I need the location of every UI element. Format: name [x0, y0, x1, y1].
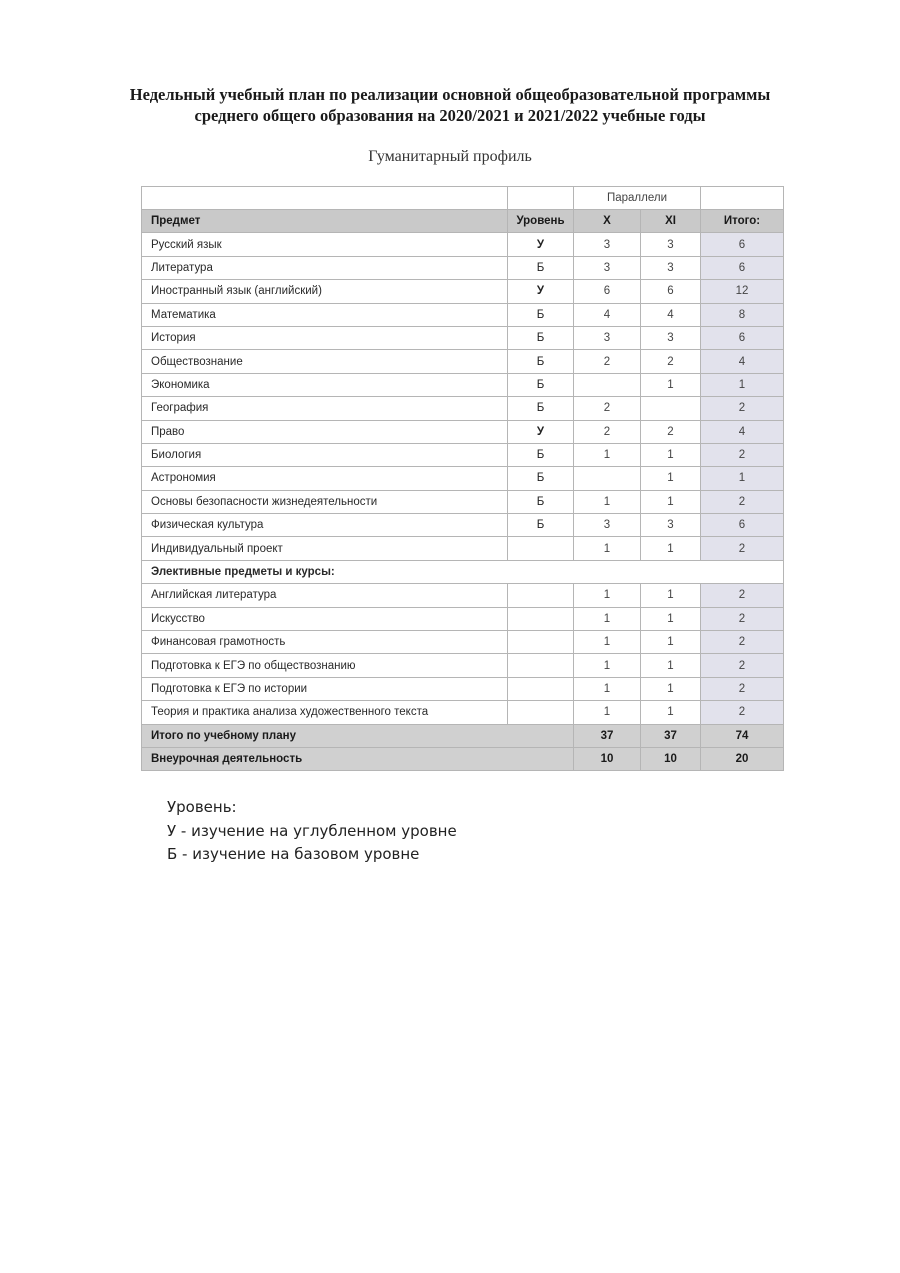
subject-level: Б	[508, 443, 574, 466]
subject-name: История	[142, 326, 508, 349]
hours-total: 2	[701, 584, 784, 607]
hours-grade-xi: 1	[641, 631, 701, 654]
hours-grade-xi: 1	[641, 701, 701, 724]
subject-row	[142, 397, 784, 420]
hours-total: 4	[701, 420, 784, 443]
legend-title: Уровень:	[167, 798, 237, 816]
elective-row	[142, 584, 784, 607]
subject-row	[142, 280, 784, 303]
hours-grade-x: 1	[574, 631, 641, 654]
elective-level	[508, 631, 574, 654]
profile-subtitle: Гуманитарный профиль	[368, 148, 532, 165]
hours-grade-xi: 1	[641, 654, 701, 677]
hours-grade-xi	[641, 397, 701, 420]
hours-grade-xi: 2	[641, 350, 701, 373]
hours-grade-xi: 2	[641, 420, 701, 443]
subject-name: Литература	[142, 256, 508, 279]
hours-total: 1	[701, 373, 784, 396]
hours-grade-x	[574, 467, 641, 490]
elective-row	[142, 677, 784, 700]
elective-name: Теория и практика анализа художественного текста	[142, 701, 508, 724]
subject-row	[142, 350, 784, 373]
elective-name: Английская литература	[142, 584, 508, 607]
subject-name: Иностранный язык (английский)	[142, 280, 508, 303]
elective-row	[142, 631, 784, 654]
hours-total: 6	[701, 233, 784, 256]
hours-grade-xi: 1	[641, 490, 701, 513]
hours-grade-x: 2	[574, 420, 641, 443]
subject-level: Б	[508, 350, 574, 373]
summary-grade-x: 37	[574, 724, 641, 747]
hours-total: 6	[701, 256, 784, 279]
subject-name: Индивидуальный проект	[142, 537, 508, 560]
elective-name: Финансовая грамотность	[142, 631, 508, 654]
title-line-2: среднего общего образования на 2020/2021 и 2021/2022 учебные годы	[194, 106, 706, 125]
hours-grade-xi: 1	[641, 584, 701, 607]
subject-level: Б	[508, 373, 574, 396]
hours-grade-x: 1	[574, 654, 641, 677]
subject-name: Русский язык	[142, 233, 508, 256]
summary-row	[142, 724, 784, 747]
subject-row	[142, 326, 784, 349]
hours-grade-xi: 3	[641, 233, 701, 256]
hours-grade-x: 1	[574, 701, 641, 724]
elective-row	[142, 654, 784, 677]
summary-total: 74	[701, 724, 784, 747]
hours-total: 2	[701, 397, 784, 420]
subject-level: У	[508, 420, 574, 443]
hours-grade-x: 3	[574, 233, 641, 256]
subject-name: Математика	[142, 303, 508, 326]
hours-grade-x: 1	[574, 677, 641, 700]
subject-row	[142, 233, 784, 256]
hours-grade-x: 1	[574, 584, 641, 607]
elective-level	[508, 654, 574, 677]
elective-row	[142, 607, 784, 630]
elective-level	[508, 584, 574, 607]
document-title	[0, 84, 900, 126]
subject-level: Б	[508, 326, 574, 349]
hours-grade-x: 2	[574, 350, 641, 373]
summary-row	[142, 747, 784, 770]
column-header-row	[142, 210, 784, 233]
subject-row	[142, 373, 784, 396]
hours-total: 6	[701, 326, 784, 349]
hours-grade-xi: 6	[641, 280, 701, 303]
subject-row	[142, 514, 784, 537]
parallels-header: Параллели	[574, 187, 701, 210]
summary-grade-x: 10	[574, 747, 641, 770]
hours-grade-x: 1	[574, 607, 641, 630]
hours-total: 1	[701, 467, 784, 490]
hours-grade-x	[574, 373, 641, 396]
legend-item-basic: Б - изучение на базовом уровне	[167, 845, 420, 863]
hours-grade-xi: 1	[641, 607, 701, 630]
subject-row	[142, 256, 784, 279]
subject-level: Б	[508, 397, 574, 420]
electives-header-row	[142, 560, 784, 583]
curriculum-table	[141, 186, 784, 771]
hours-grade-x: 2	[574, 397, 641, 420]
subject-level: Б	[508, 490, 574, 513]
hours-grade-x: 3	[574, 256, 641, 279]
hours-grade-xi: 1	[641, 443, 701, 466]
subject-name: Биология	[142, 443, 508, 466]
elective-row	[142, 701, 784, 724]
subject-level: У	[508, 280, 574, 303]
hours-total: 2	[701, 631, 784, 654]
subject-name: Экономика	[142, 373, 508, 396]
subject-level: Б	[508, 256, 574, 279]
hours-total: 2	[701, 701, 784, 724]
subject-row	[142, 490, 784, 513]
hours-grade-x: 3	[574, 326, 641, 349]
elective-name: Искусство	[142, 607, 508, 630]
hours-grade-x: 6	[574, 280, 641, 303]
hours-total: 2	[701, 443, 784, 466]
subject-name: География	[142, 397, 508, 420]
hours-total: 8	[701, 303, 784, 326]
summary-grade-xi: 10	[641, 747, 701, 770]
hours-grade-xi: 4	[641, 303, 701, 326]
summary-label: Итого по учебному плану	[142, 724, 574, 747]
subject-row	[142, 467, 784, 490]
header-total: Итого:	[701, 210, 784, 233]
hours-grade-x: 4	[574, 303, 641, 326]
hours-grade-xi: 1	[641, 373, 701, 396]
subject-name: Обществознание	[142, 350, 508, 373]
hours-grade-xi: 1	[641, 677, 701, 700]
hours-grade-x: 3	[574, 514, 641, 537]
hours-grade-x: 1	[574, 537, 641, 560]
hours-total: 2	[701, 490, 784, 513]
hours-grade-x: 1	[574, 443, 641, 466]
elective-level	[508, 677, 574, 700]
elective-level	[508, 607, 574, 630]
legend-item-advanced: У - изучение на углубленном уровне	[167, 821, 457, 840]
subject-row	[142, 537, 784, 560]
subject-level: Б	[508, 303, 574, 326]
hours-grade-xi: 3	[641, 326, 701, 349]
hours-total: 2	[701, 537, 784, 560]
subject-name: Право	[142, 420, 508, 443]
subject-level: Б	[508, 467, 574, 490]
subject-level: Б	[508, 514, 574, 537]
hours-total: 2	[701, 677, 784, 700]
header-grade-xi: XI	[641, 210, 701, 233]
subject-row	[142, 420, 784, 443]
subject-name: Основы безопасности жизнедеятельности	[142, 490, 508, 513]
summary-label: Внеурочная деятельность	[142, 747, 574, 770]
hours-total: 6	[701, 514, 784, 537]
elective-name: Подготовка к ЕГЭ по обществознанию	[142, 654, 508, 677]
parallels-header-row	[142, 187, 784, 210]
hours-grade-xi: 3	[641, 514, 701, 537]
subject-name: Физическая культура	[142, 514, 508, 537]
hours-grade-x: 1	[574, 490, 641, 513]
title-line-1: Недельный учебный план по реализации основной общеобразовательной программы	[129, 85, 771, 104]
hours-grade-xi: 1	[641, 537, 701, 560]
header-level: Уровень	[508, 210, 574, 233]
hours-total: 12	[701, 280, 784, 303]
hours-total: 4	[701, 350, 784, 373]
header-subject: Предмет	[142, 210, 508, 233]
hours-total: 2	[701, 607, 784, 630]
summary-grade-xi: 37	[641, 724, 701, 747]
header-grade-x: X	[574, 210, 641, 233]
elective-name: Подготовка к ЕГЭ по истории	[142, 677, 508, 700]
subject-level	[508, 537, 574, 560]
subject-name: Астрономия	[142, 467, 508, 490]
hours-grade-xi: 3	[641, 256, 701, 279]
summary-total: 20	[701, 747, 784, 770]
electives-header: Элективные предметы и курсы:	[142, 560, 784, 583]
hours-grade-xi: 1	[641, 467, 701, 490]
elective-level	[508, 701, 574, 724]
subject-level: У	[508, 233, 574, 256]
subject-row	[142, 443, 784, 466]
subject-row	[142, 303, 784, 326]
hours-total: 2	[701, 654, 784, 677]
level-legend	[167, 796, 457, 867]
